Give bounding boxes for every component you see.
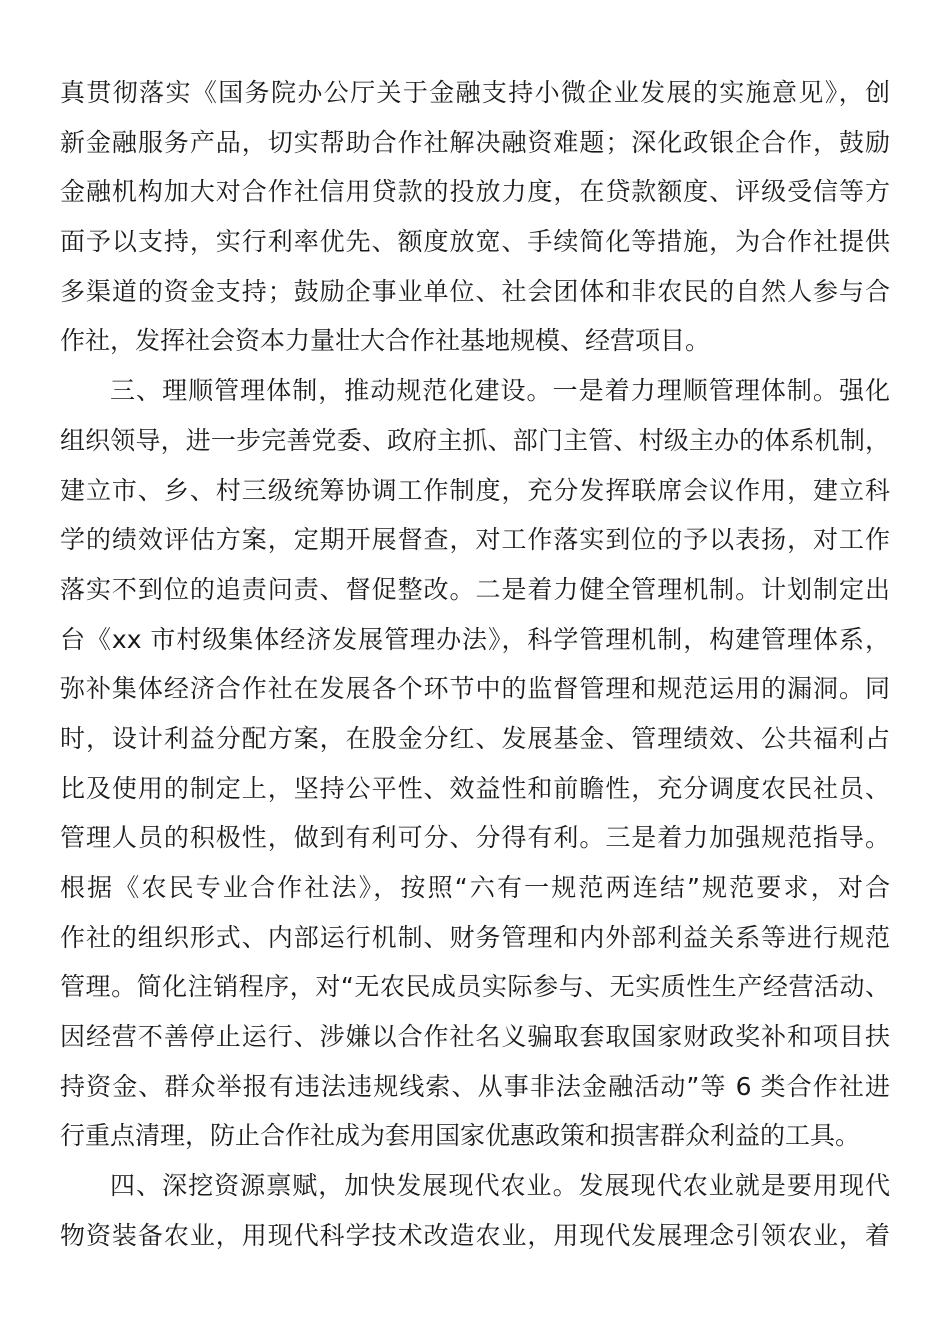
- text-line: 落实不到位的追责问责、督促整改。二是着力健全管理机制。计划制定出: [60, 574, 890, 604]
- text-line: 四、深挖资源禀赋，加快发展现代农业。发展现代农业就是要用现代: [110, 1171, 890, 1201]
- text-line: 管理。简化注销程序，对“无农民成员实际参与、无实质性生产经营活动、: [60, 972, 890, 1002]
- text-line: 行重点清理，防止合作社成为套用国家优惠政策和损害群众利益的工具。: [60, 1121, 861, 1151]
- text-line: 作社的组织形式、内部运行机制、财务管理和内外部利益关系等进行规范: [60, 922, 890, 952]
- document-body: [60, 68, 890, 1261]
- text-line: 作社，发挥社会资本力量壮大合作社基地规模、经营项目。: [60, 326, 711, 356]
- text-line: 学的绩效评估方案，定期开展督查，对工作落实到位的予以表扬，对工作: [60, 525, 890, 555]
- text-line: 管理人员的积极性，做到有利可分、分得有利。三是着力加强规范指导。: [60, 823, 890, 853]
- text-line: 持资金、群众举报有违法违规线索、从事非法金融活动”等 6 类合作社进: [60, 1071, 890, 1101]
- text-line: 新金融服务产品，切实帮助合作社解决融资难题；深化政银企合作，鼓励: [60, 127, 890, 157]
- text-line: 金融机构加大对合作社信用贷款的投放力度，在贷款额度、评级受信等方: [60, 177, 890, 207]
- text-line: 物资装备农业，用现代科学技术改造农业，用现代发展理念引领农业，着: [60, 1220, 890, 1250]
- text-line: 弥补集体经济合作社在发展各个环节中的监督管理和规范运用的漏洞。同: [60, 674, 890, 704]
- text-line: 因经营不善停止运行、涉嫌以合作社名义骗取套取国家财政奖补和项目扶: [60, 1022, 890, 1052]
- text-line: 面予以支持，实行利率优先、额度放宽、手续简化等措施，为合作社提供: [60, 227, 890, 257]
- text-line: 多渠道的资金支持；鼓励企事业单位、社会团体和非农民的自然人参与合: [60, 276, 890, 306]
- text-line: 台《xx 市村级集体经济发展管理办法》，科学管理机制，构建管理体系，: [60, 624, 890, 654]
- text-line: 组织领导，进一步完善党委、政府主抓、部门主管、村级主办的体系机制，: [60, 425, 890, 455]
- text-line: 三、理顺管理体制，推动规范化建设。一是着力理顺管理体制。强化: [110, 376, 890, 406]
- text-line: 比及使用的制定上，坚持公平性、效益性和前瞻性，充分调度农民社员、: [60, 773, 890, 803]
- text-line: 建立市、乡、村三级统筹协调工作制度，充分发挥联席会议作用，建立科: [60, 475, 890, 505]
- text-line: 真贯彻落实《国务院办公厅关于金融支持小微企业发展的实施意见》，创: [60, 78, 890, 107]
- text-line: 根据《农民专业合作社法》，按照“六有一规范两连结”规范要求，对合: [60, 873, 890, 902]
- text-line: 时，设计利益分配方案，在股金分红、发展基金、管理绩效、公共福利占: [60, 723, 890, 753]
